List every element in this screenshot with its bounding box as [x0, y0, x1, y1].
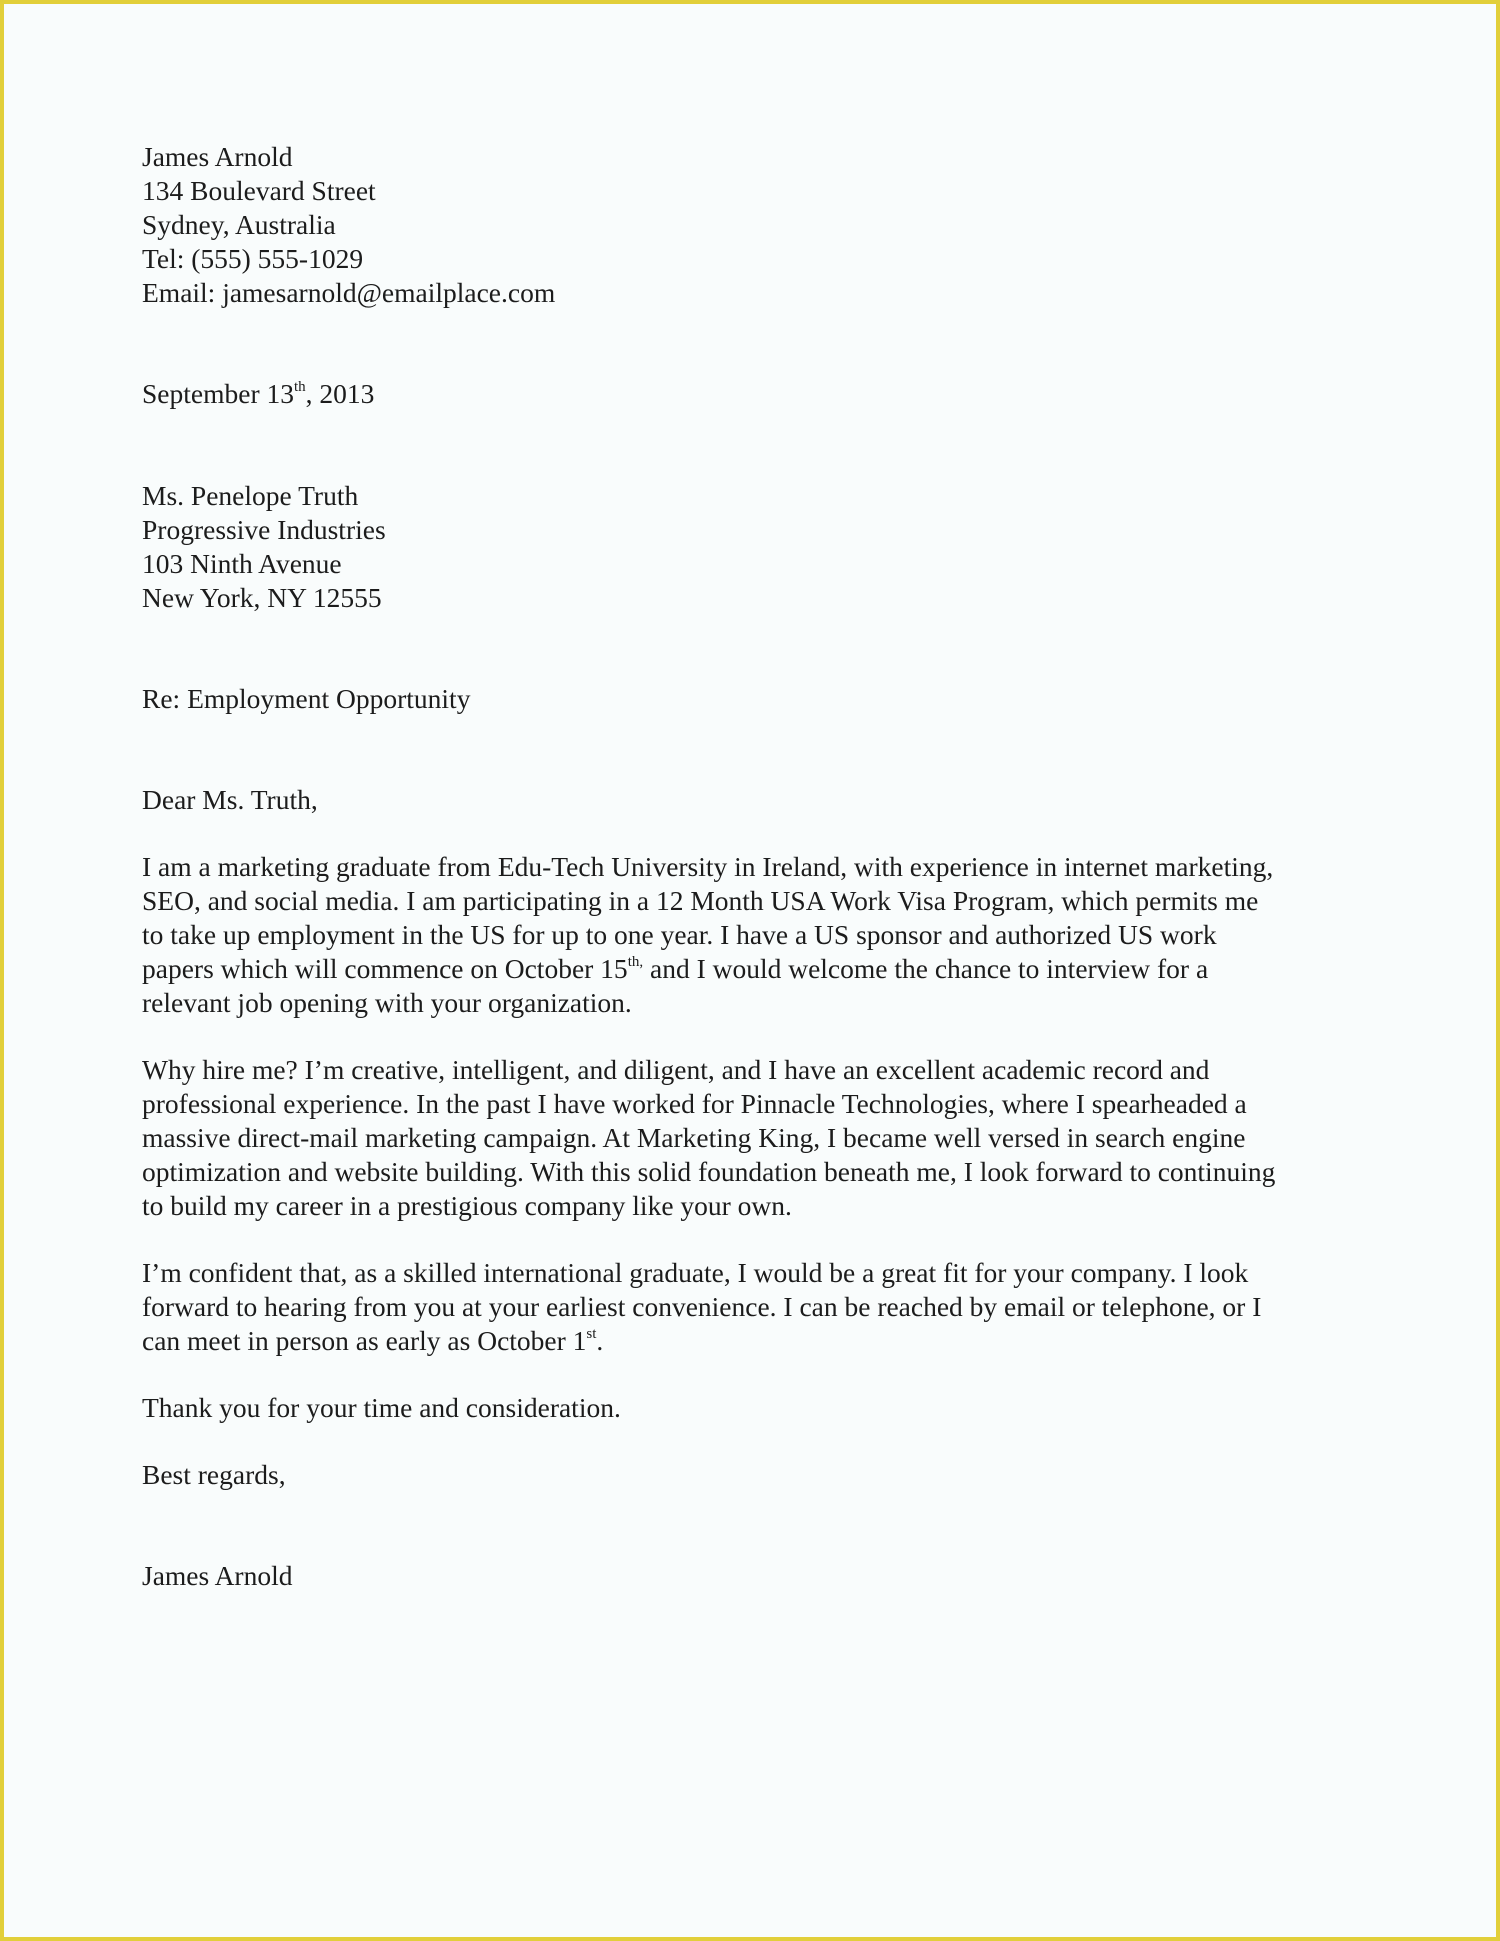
date-month-day: September 13	[142, 378, 294, 409]
paragraph-introduction	[142, 850, 1372, 1020]
paragraph-qualifications	[142, 1053, 1372, 1223]
paragraph-closing	[142, 1256, 1372, 1358]
recipient-street: 103 Ninth Avenue	[142, 548, 342, 579]
thanks-line: Thank you for your time and consideration.	[142, 1392, 621, 1423]
paragraph-line	[142, 952, 1372, 986]
ordinal-suffix: th,	[627, 954, 644, 970]
paragraph-line: to build my career in a prestigious company like your own.	[142, 1190, 792, 1221]
recipient-name: Ms. Penelope Truth	[142, 480, 359, 511]
paragraph-text: can meet in person as early as October 1	[142, 1325, 587, 1356]
letter-date	[142, 377, 1372, 411]
paragraph-line: Why hire me? I’m creative, intelligent, and diligent, and I have an excellent academic record and	[142, 1054, 1210, 1085]
date-year: , 2013	[305, 378, 375, 409]
recipient-city: New York, NY 12555	[142, 582, 382, 613]
paragraph-line: I am a marketing graduate from Edu-Tech University in Ireland, with experience in internet marketing,	[142, 851, 1274, 882]
recipient-address	[142, 479, 1372, 615]
salutation: Dear Ms. Truth,	[142, 784, 318, 815]
paragraph-text: .	[596, 1325, 604, 1356]
paragraph-line: SEO, and social media. I am participating in a 12 Month USA Work Visa Program, which permits me	[142, 885, 1259, 916]
sender-tel: Tel: (555) 555-1029	[142, 243, 364, 274]
paragraph-line	[142, 1324, 1372, 1358]
sender-city: Sydney, Australia	[142, 209, 336, 240]
subject-line: Re: Employment Opportunity	[142, 683, 471, 714]
recipient-company: Progressive Industries	[142, 514, 386, 545]
paragraph-text: and I would welcome the chance to interview for a	[643, 953, 1209, 984]
paragraph-line: relevant job opening with your organization.	[142, 987, 632, 1018]
sender-address	[142, 140, 1372, 310]
closing-line: Best regards,	[142, 1459, 286, 1490]
paragraph-line: professional experience. In the past I have worked for Pinnacle Technologies, where I spearheaded a	[142, 1088, 1247, 1119]
date-suffix: th	[293, 379, 306, 395]
paragraph-text: papers which will commence on October 15	[142, 953, 628, 984]
paragraph-line: massive direct-mail marketing campaign. At Marketing King, I became well versed in search engine	[142, 1122, 1246, 1153]
signature-name: James Arnold	[142, 1560, 293, 1591]
letter-body	[142, 140, 1372, 1593]
ordinal-suffix: st	[586, 1326, 597, 1342]
paragraph-line: optimization and website building. With this solid foundation beneath me, I look forward to continuing	[142, 1156, 1276, 1187]
sender-street: 134 Boulevard Street	[142, 175, 376, 206]
paragraph-line: forward to hearing from you at your earliest convenience. I can be reached by email or telephone, or I	[142, 1291, 1262, 1322]
paragraph-line: to take up employment in the US for up to one year. I have a US sponsor and authorized US work	[142, 919, 1217, 950]
sender-name: James Arnold	[142, 141, 293, 172]
paragraph-line: I’m confident that, as a skilled international graduate, I would be a great fit for your company. I look	[142, 1257, 1249, 1288]
sender-email: Email: jamesarnold@emailplace.com	[142, 277, 556, 308]
